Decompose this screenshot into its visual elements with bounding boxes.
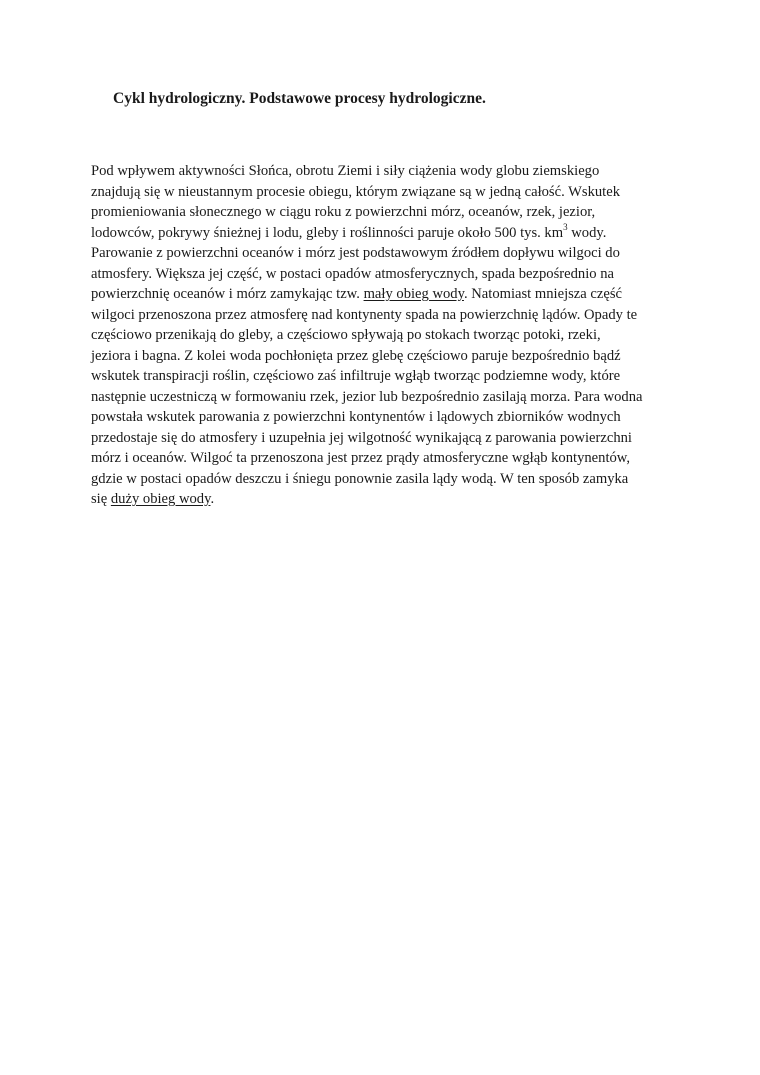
line-4-text: lodowców, pokrywy śnieżnej i lodu, gleby i roślinności paruje około 500 tys. km — [91, 224, 564, 241]
paragraph-line-8: wilgoci przenoszona przez atmosferę nad kontynenty spada na powierzchnię lądów. Opady te — [91, 306, 638, 323]
paragraph-line-11: wskutek transpiracji roślin, częściowo zaś infiltruje wgłąb tworząc podziemne wody, które — [91, 368, 621, 384]
paragraph-line-15: mórz i oceanów. Wilgoć ta przenoszona jest przez prądy atmosferyczne wgłąb kontynentów, — [91, 450, 631, 466]
paragraph-line-14: przedostaje się do atmosfery i uzupełnia jej wilgotność wynikającą z parowania powierzchni — [91, 429, 632, 446]
paragraph-line-12: następnie uczestniczą w formowaniu rzek, jezior lub bezpośrednio zasilają morza. Para wodna — [91, 388, 643, 405]
paragraph-line-4 — [91, 223, 691, 244]
paragraph-line-5: Parowanie z powierzchni oceanów i mórz jest podstawowym źródłem dopływu wilgoci do — [91, 245, 620, 261]
paragraph-line-1: Pod wpływem aktywności Słońca, obrotu Ziemi i siły ciążenia wody globu ziemskiego — [91, 163, 600, 179]
paragraph-line-9: częściowo przenikają do gleby, a częściowo spływają po stokach tworząc potoki, rzeki, — [91, 327, 601, 343]
small-water-cycle-term: mały obieg wody — [363, 286, 464, 302]
paragraph-line-17 — [91, 489, 691, 510]
line-4-text-end: wody. — [567, 224, 607, 241]
line-17-text: się — [91, 491, 111, 507]
paragraph-line-6: atmosfery. Większa jej część, w postaci opadów atmosferycznych, spada bezpośrednio na — [91, 265, 614, 282]
large-water-cycle-term: duży obieg wody — [110, 491, 211, 507]
paragraph-line-13: powstała wskutek parowania z powierzchni kontynentów i lądowych zbiorników wodnych — [91, 409, 621, 425]
document-title: Cykl hydrologiczny. Podstawowe procesy hydrologiczne. — [113, 90, 486, 107]
line-7-text-end: . Natomiast mniejsza część — [463, 286, 622, 302]
superscript-exponent: 3 — [563, 221, 568, 232]
line-7-text: powierzchnię oceanów i mórz zamykając tzw. — [91, 286, 364, 302]
paragraph-line-16: gdzie w postaci opadów deszczu i śniegu ponownie zasila lądy wodą. W ten sposób zamyka — [91, 470, 629, 487]
paragraph-line-10: jeziora i bagna. Z kolei woda pochłonięta przez glebę częściowo paruje bezpośrednio bądź — [91, 347, 621, 364]
body-paragraph — [91, 161, 691, 510]
paragraph-line-7 — [91, 284, 691, 305]
line-17-text-end: . — [210, 491, 215, 507]
paragraph-line-3: promieniowania słonecznego w ciągu roku z powierzchni mórz, oceanów, rzek, jezior, — [91, 204, 596, 220]
paragraph-line-2: znajdują się w nieustannym procesie obiegu, którym związane są w jedną całość. Wskutek — [91, 183, 620, 200]
